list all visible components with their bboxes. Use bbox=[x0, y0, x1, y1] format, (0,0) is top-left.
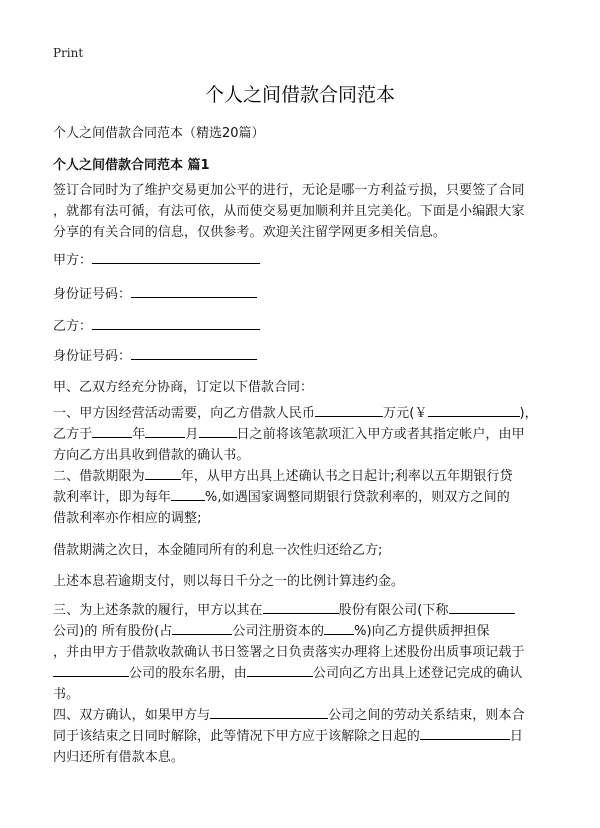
clause-2-text: 年，从甲方出具上述确认书之日起计;利率以五年期银行贷 bbox=[180, 469, 513, 484]
company-name-blank[interactable] bbox=[263, 600, 339, 614]
clause-1-text: 月 bbox=[185, 427, 199, 442]
clause-2-line-1 bbox=[53, 466, 553, 487]
agreement-intro-text: 甲、乙双方经充分协商，订定以下借款合同： bbox=[53, 380, 314, 395]
month-blank[interactable] bbox=[145, 424, 185, 438]
clause-1-line-2 bbox=[53, 424, 553, 445]
capital-percent-blank[interactable] bbox=[324, 621, 354, 635]
intro-line: ，就都有法可循，有法可依，从而使交易更加顺利并且完美化。下面是小编跟大家 bbox=[53, 204, 525, 219]
id-number-field-1 bbox=[53, 283, 257, 303]
clause-2-text: %,如遇国家调整同期银行贷款利率的，则双方之间的 bbox=[204, 490, 510, 505]
party-a-label: 甲方： bbox=[53, 253, 93, 268]
penalty-paragraph bbox=[53, 570, 404, 590]
section-heading: 个人之间借款合同范本 篇1 bbox=[53, 158, 210, 173]
clause-1-line-1 bbox=[53, 403, 553, 424]
clause-3-text: 公司向乙方出具上述登记完成的确认 bbox=[312, 666, 523, 681]
clause-3 bbox=[53, 600, 553, 705]
clause-3-text: 三、为上述条款的履行，甲方以其在 bbox=[53, 603, 263, 618]
clause-3-line-2 bbox=[53, 621, 553, 642]
id-label-1: 身份证号码： bbox=[53, 287, 132, 302]
clause-4-text: 日 bbox=[509, 729, 523, 744]
clause-3-line-5: 书。 bbox=[53, 687, 80, 702]
clause-4-line-1 bbox=[53, 705, 553, 726]
clause-4-line-2 bbox=[53, 726, 553, 747]
clause-1-text: 一、甲方因经营活动需要，向乙方借款人民币 bbox=[53, 406, 316, 421]
id-number-blank-2[interactable] bbox=[131, 346, 257, 360]
clause-1-text: 万元(￥ bbox=[383, 406, 428, 421]
clause-4-text: 公司之间的劳动关系结束，则本合 bbox=[328, 708, 525, 723]
clause-1-text: 乙方于 bbox=[53, 427, 93, 442]
loan-term-blank[interactable] bbox=[145, 466, 181, 480]
party-a-field bbox=[53, 249, 260, 269]
clause-3-text: 公司注册资本的 bbox=[232, 624, 325, 639]
agreement-intro bbox=[53, 376, 313, 396]
party-b-field bbox=[53, 315, 260, 335]
clause-3-text: 公司的股东名册，由 bbox=[129, 666, 247, 681]
issuing-company-blank[interactable] bbox=[247, 663, 313, 677]
company-alias-blank[interactable] bbox=[449, 600, 515, 614]
clause-3-text: %)向乙方提供质押担保 bbox=[354, 624, 490, 639]
clause-2-line-2 bbox=[53, 487, 553, 508]
clause-2-text: 二、借款期限为 bbox=[53, 469, 145, 484]
page-title: 个人之间借款合同范本 bbox=[204, 84, 395, 106]
loan-amount-yuan-blank[interactable] bbox=[428, 403, 520, 417]
repay-days-blank[interactable] bbox=[420, 726, 510, 740]
clause-3-text: 公司)的 所有股份(占 bbox=[53, 624, 173, 639]
id-number-field-2 bbox=[53, 345, 257, 365]
share-percent-blank[interactable] bbox=[172, 621, 232, 635]
clause-3-line-1 bbox=[53, 600, 553, 621]
year-blank[interactable] bbox=[92, 424, 132, 438]
interest-rate-blank[interactable] bbox=[171, 487, 205, 501]
intro-paragraph bbox=[53, 180, 553, 243]
clause-1 bbox=[53, 403, 553, 466]
clause-3-line-4 bbox=[53, 663, 553, 684]
clause-4-text: 四、双方确认，如果甲方与 bbox=[53, 708, 211, 723]
intro-line: 分享的有关合同的信息，仅供参考。欢迎关注留学网更多相关信息。 bbox=[53, 225, 447, 240]
loan-amount-blank[interactable] bbox=[315, 403, 383, 417]
clause-3-text: 股份有限公司(下称 bbox=[338, 603, 449, 618]
clause-3-line-3: ，并由甲方于借款收款确认书日签署之日负责落实办理将上述股份出质事项记载于 bbox=[53, 645, 525, 660]
employer-company-blank[interactable] bbox=[210, 705, 328, 719]
repayment-paragraph bbox=[53, 539, 382, 559]
register-company-blank[interactable] bbox=[53, 663, 129, 677]
party-a-blank[interactable] bbox=[92, 250, 260, 264]
clause-1-text: 日之前将该笔款项汇入甲方或者其指定帐户，由甲 bbox=[236, 427, 525, 442]
party-b-blank[interactable] bbox=[92, 316, 260, 330]
document-subtitle: 个人之间借款合同范本（精选20篇） bbox=[53, 126, 265, 141]
intro-line: 签订合同时为了维护交易更加公平的进行，无论是哪一方利益亏损，只要签了合同 bbox=[53, 183, 525, 198]
penalty-text: 上述本息若逾期支付，则以每日千分之一的比例计算违约金。 bbox=[53, 574, 405, 589]
print-link[interactable]: Print bbox=[53, 46, 84, 60]
clause-1-line-3: 方向乙方出具收到借款的确认书。 bbox=[53, 448, 250, 463]
id-label-2: 身份证号码： bbox=[53, 349, 132, 364]
clause-1-text: )， bbox=[519, 406, 538, 421]
clause-2 bbox=[53, 466, 553, 529]
clause-2-text: 款利率计，即为每年 bbox=[53, 490, 171, 505]
clause-1-text: 年 bbox=[132, 427, 146, 442]
clause-2-line-3: 借款利率亦作相应的调整; bbox=[53, 511, 202, 526]
clause-4 bbox=[53, 705, 553, 768]
clause-4-line-3: 内归还所有借款本息。 bbox=[53, 750, 185, 765]
clause-4-text: 同于该结束之日同时解除，此等情况下甲方应于该解除之日起的 bbox=[53, 729, 420, 744]
id-number-blank-1[interactable] bbox=[131, 284, 257, 298]
day-blank[interactable] bbox=[199, 424, 237, 438]
party-b-label: 乙方： bbox=[53, 319, 93, 334]
repayment-text: 借款期满之次日，本金随同所有的利息一次性归还给乙方; bbox=[53, 543, 383, 558]
